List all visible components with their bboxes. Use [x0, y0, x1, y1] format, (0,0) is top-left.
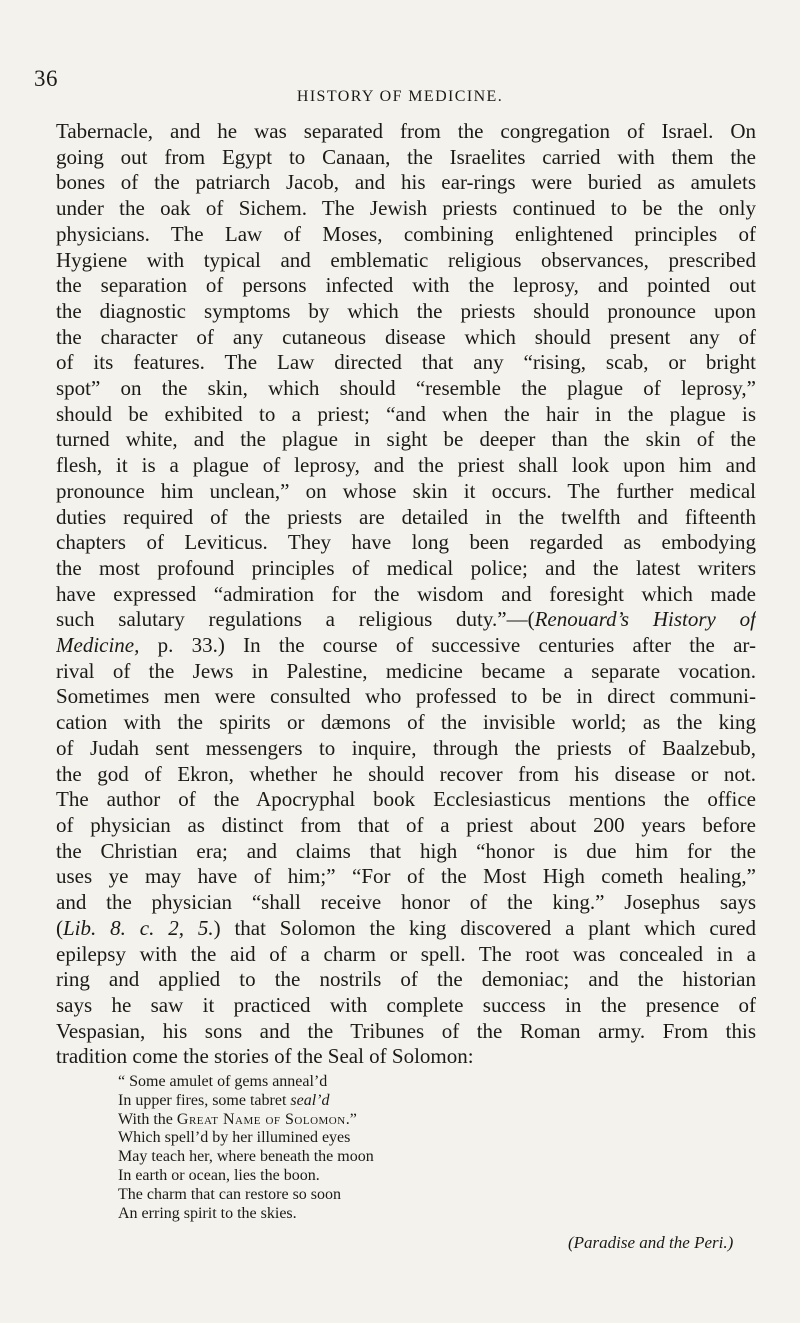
poem-attribution: (Paradise and the Peri.) [568, 1233, 734, 1252]
text-line: says he saw it practiced with complete success in the presence of [56, 992, 756, 1017]
body-text [56, 119, 756, 1070]
text-line: turned white, and the plague in sight be deeper than the skin of the [56, 427, 756, 452]
text-line: tradition come the stories of the Seal of Solomon: [56, 1044, 474, 1069]
poem-line: May teach her, where beneath the moon [118, 1148, 374, 1166]
poem-line: An erring spirit to the skies. [118, 1204, 297, 1222]
text-line: Medicine, p. 33.) In the course of successive centuries after the ar- [56, 633, 756, 658]
text-line: chapters of Leviticus. They have long been regarded as embodying [56, 530, 756, 555]
poem-line: “ Some amulet of gems anneal’d [118, 1073, 328, 1090]
text-line: should be exhibited to a priest; “and when the hair in the plague is [56, 401, 756, 426]
text-line: The author of the Apocryphal book Ecclesiasticus mentions the office [56, 787, 756, 812]
running-title: HISTORY OF MEDICINE. [296, 88, 504, 105]
text-line: such salutary regulations a religious duty.”—(Renouard’s History of [56, 607, 756, 632]
text-line: the god of Ekron, whether he should recover from his disease or not. [56, 761, 756, 786]
text-line: the separation of persons infected with the leprosy, and pointed out [56, 273, 756, 298]
text-line: have expressed “admiration for the wisdom and foresight which made [56, 581, 756, 606]
text-line: the Christian era; and claims that high “honor is due him for the [56, 838, 756, 863]
poem-line: Which spell’d by her illumined eyes [118, 1129, 351, 1147]
text-line: going out from Egypt to Canaan, the Israelites carried with them the [56, 144, 756, 169]
text-line: (Lib. 8. c. 2, 5.) that Solomon the king discovered a plant which cured [56, 915, 756, 940]
text-line: Tabernacle, and he was separated from the congregation of Israel. On [56, 119, 756, 143]
text-line: epilepsy with the aid of a charm or spell. The root was concealed in a [56, 941, 756, 966]
poem-line: With the Great Name of Solomon.” [118, 1110, 357, 1128]
text-line: Vespasian, his sons and the Tribunes of the Roman army. From this [56, 1018, 756, 1043]
poem-line: In upper fires, some tabret seal’d [118, 1091, 330, 1109]
text-line: the character of any cutaneous disease which should present any of [56, 324, 756, 349]
text-line: and the physician “shall receive honor of the king.” Josephus says [56, 890, 756, 915]
poem-quotation [118, 1073, 758, 1223]
text-line: rival of the Jews in Palestine, medicine became a separate vocation. [56, 658, 756, 683]
text-line: of its features. The Law directed that any “rising, scab, or bright [56, 350, 756, 375]
text-line: ring and applied to the nostrils of the demoniac; and the historian [56, 967, 756, 992]
text-line: of Judah sent messengers to inquire, through the priests of Baalzebub, [56, 735, 756, 760]
text-line: of physician as distinct from that of a priest about 200 years before [56, 812, 756, 837]
text-line: Hygiene with typical and emblematic religious observances, prescribed [56, 247, 756, 272]
text-line: bones of the patriarch Jacob, and his ear-rings were buried as amulets [56, 170, 756, 195]
paragraph [56, 119, 756, 1070]
text-line: under the oak of Sichem. The Jewish priests continued to be the only [56, 196, 756, 221]
text-line: Sometimes men were consulted who professed to be in direct communi- [56, 684, 756, 709]
poem-line: The charm that can restore so soon [118, 1185, 342, 1203]
page-number: 36 [34, 66, 58, 91]
text-line: duties required of the priests are detailed in the twelfth and fifteenth [56, 504, 756, 529]
text-line: spot” on the skin, which should “resemble the plague of leprosy,” [56, 376, 756, 401]
text-line: the diagnostic symptoms by which the priests should pronounce upon [56, 298, 756, 323]
text-line: cation with the spirits or dæmons of the invisible world; as the king [56, 710, 756, 735]
text-line: uses ye may have of him;” “For of the Most High cometh healing,” [56, 864, 756, 889]
poem-line: In earth or ocean, lies the boon. [118, 1166, 320, 1184]
text-line: flesh, it is a plague of leprosy, and the priest shall look upon him and [56, 453, 756, 478]
text-line: pronounce him unclean,” on whose skin it occurs. The further medical [56, 478, 756, 503]
text-line: physicians. The Law of Moses, combining enlightened principles of [56, 221, 756, 246]
text-line: the most profound principles of medical police; and the latest writers [56, 555, 756, 580]
